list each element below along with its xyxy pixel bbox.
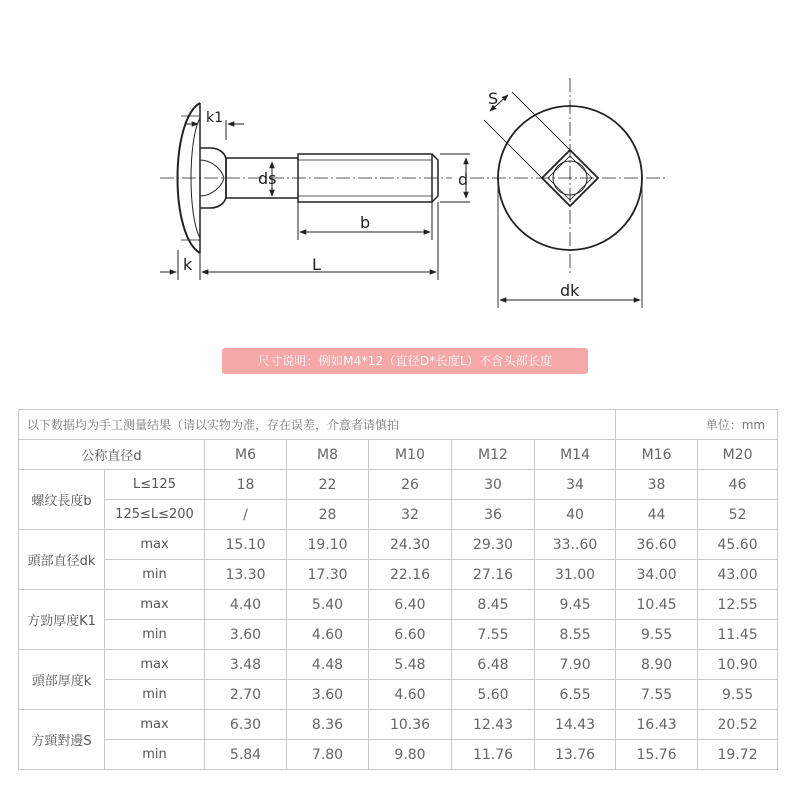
value-cell: 19.10	[287, 530, 369, 560]
value-cell: 44	[616, 500, 698, 530]
row-condition-label: max	[105, 650, 205, 680]
value-cell: 15.10	[205, 530, 287, 560]
value-cell: 9.55	[616, 620, 698, 650]
value-cell: 8.55	[535, 620, 616, 650]
value-cell: 9.80	[369, 740, 452, 770]
value-cell: /	[205, 500, 287, 530]
value-cell: 22	[287, 470, 369, 500]
label-ds: ds	[258, 169, 277, 188]
size-header-cell: M10	[369, 440, 452, 470]
row-condition-label: min	[105, 740, 205, 770]
row-condition-label: min	[105, 620, 205, 650]
value-cell: 7.55	[452, 620, 535, 650]
value-cell: 9.55	[698, 680, 778, 710]
value-cell: 34	[535, 470, 616, 500]
row-condition-label: max	[105, 590, 205, 620]
end-view	[470, 78, 665, 308]
table-row	[19, 590, 778, 620]
value-cell: 26	[369, 470, 452, 500]
value-cell: 20.52	[698, 710, 778, 740]
parameter-label: 螺纹長度b	[19, 470, 105, 530]
row-condition-label: min	[105, 560, 205, 590]
value-cell: 18	[205, 470, 287, 500]
value-cell: 8.36	[287, 710, 369, 740]
size-header-cell: M8	[287, 440, 369, 470]
row-condition-label: max	[105, 530, 205, 560]
value-cell: 5.84	[205, 740, 287, 770]
label-b: b	[360, 213, 371, 232]
nominal-diameter-header: 公称直径d	[19, 440, 205, 470]
value-cell: 7.80	[287, 740, 369, 770]
value-cell: 28	[287, 500, 369, 530]
value-cell: 13.30	[205, 560, 287, 590]
value-cell: 3.60	[287, 680, 369, 710]
size-header-cell: M12	[452, 440, 535, 470]
value-cell: 4.48	[287, 650, 369, 680]
parameter-label: 頭部厚度k	[19, 650, 105, 710]
spec-table	[18, 409, 778, 770]
value-cell: 4.60	[287, 620, 369, 650]
value-cell: 13.76	[535, 740, 616, 770]
value-cell: 3.48	[205, 650, 287, 680]
value-cell: 10.90	[698, 650, 778, 680]
value-cell: 7.55	[616, 680, 698, 710]
value-cell: 6.48	[452, 650, 535, 680]
value-cell: 6.55	[535, 680, 616, 710]
value-cell: 7.90	[535, 650, 616, 680]
value-cell: 11.76	[452, 740, 535, 770]
size-header-row	[19, 440, 778, 470]
value-cell: 30	[452, 470, 535, 500]
parameter-label: 方頸對邊S	[19, 710, 105, 770]
size-header-cell: M14	[535, 440, 616, 470]
value-cell: 17.30	[287, 560, 369, 590]
parameter-label: 頭部直径dk	[19, 530, 105, 590]
value-cell: 6.60	[369, 620, 452, 650]
spec-table-body	[19, 410, 778, 770]
value-cell: 12.43	[452, 710, 535, 740]
side-view	[160, 103, 452, 253]
unit-label: 单位：mm	[616, 410, 778, 440]
value-cell: 32	[369, 500, 452, 530]
value-cell: 43.00	[698, 560, 778, 590]
value-cell: 11.45	[698, 620, 778, 650]
value-cell: 29.30	[452, 530, 535, 560]
value-cell: 36	[452, 500, 535, 530]
value-cell: 27.16	[452, 560, 535, 590]
value-cell: 22.16	[369, 560, 452, 590]
measurement-notes: 以下数据均为手工测量结果（请以实物为准，存在误差，介意者请慎拍	[19, 410, 616, 440]
value-cell: 33..60	[535, 530, 616, 560]
table-row	[19, 560, 778, 590]
label-dk: dk	[560, 281, 580, 300]
value-cell: 5.60	[452, 680, 535, 710]
size-header-cell: M16	[616, 440, 698, 470]
value-cell: 5.48	[369, 650, 452, 680]
table-row	[19, 470, 778, 500]
table-row	[19, 710, 778, 740]
table-row	[19, 500, 778, 530]
value-cell: 4.40	[205, 590, 287, 620]
value-cell: 52	[698, 500, 778, 530]
value-cell: 46	[698, 470, 778, 500]
dimension-note-banner: 尺寸说明：例如M4*12（直径D*长度L）不含头部长度	[222, 348, 588, 374]
side-view-dimensions	[160, 103, 470, 280]
table-row	[19, 620, 778, 650]
table-row	[19, 740, 778, 770]
table-row	[19, 680, 778, 710]
value-cell: 34.00	[616, 560, 698, 590]
value-cell: 24.30	[369, 530, 452, 560]
table-row	[19, 530, 778, 560]
value-cell: 16.43	[616, 710, 698, 740]
row-condition-label: min	[105, 680, 205, 710]
value-cell: 3.60	[205, 620, 287, 650]
parameter-label: 方勁厚度K1	[19, 590, 105, 650]
label-d: d	[458, 170, 469, 189]
value-cell: 10.36	[369, 710, 452, 740]
value-cell: 8.45	[452, 590, 535, 620]
label-L: L	[312, 255, 321, 274]
bolt-dimension-drawing	[0, 0, 800, 340]
label-k: k	[183, 255, 193, 274]
value-cell: 40	[535, 500, 616, 530]
row-condition-label: 125≤L≤200	[105, 500, 205, 530]
size-header-cell: M6	[205, 440, 287, 470]
value-cell: 15.76	[616, 740, 698, 770]
value-cell: 8.90	[616, 650, 698, 680]
value-cell: 4.60	[369, 680, 452, 710]
row-condition-label: max	[105, 710, 205, 740]
value-cell: 31.00	[535, 560, 616, 590]
table-row	[19, 650, 778, 680]
value-cell: 10.45	[616, 590, 698, 620]
size-header-cell: M20	[698, 440, 778, 470]
value-cell: 6.40	[369, 590, 452, 620]
row-condition-label: L≤125	[105, 470, 205, 500]
value-cell: 5.40	[287, 590, 369, 620]
value-cell: 45.60	[698, 530, 778, 560]
notes-row	[19, 410, 778, 440]
value-cell: 2.70	[205, 680, 287, 710]
value-cell: 38	[616, 470, 698, 500]
value-cell: 36.60	[616, 530, 698, 560]
label-S: S	[488, 89, 499, 108]
value-cell: 6.30	[205, 710, 287, 740]
value-cell: 9.45	[535, 590, 616, 620]
value-cell: 19.72	[698, 740, 778, 770]
label-k1: k1	[206, 110, 224, 126]
value-cell: 14.43	[535, 710, 616, 740]
value-cell: 12.55	[698, 590, 778, 620]
